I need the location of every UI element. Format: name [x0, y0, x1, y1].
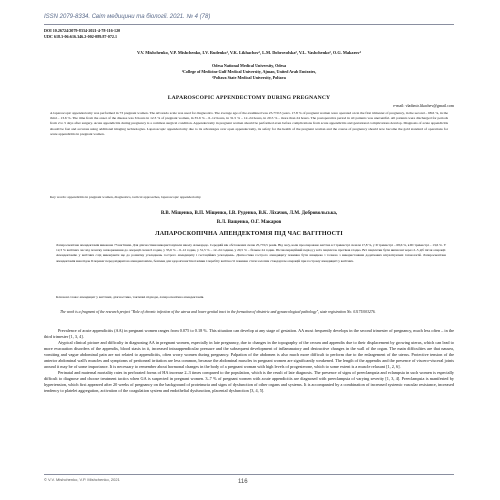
- authors-ukrainian-line-2: В.Л. Ващенко, О.Г. Макаров: [216, 220, 282, 225]
- keywords-ukrainian: Ключові слова: апендицит у вагітних, діагностика, тактичні підходи, лапароскопічна апендектомія.: [56, 295, 205, 299]
- body-paragraph: Atypical clinical picture and difficulty in diagnosing AA in pregnant women, especially in late pregnancy, due to changes in the topography of the cecum and appendix due to their displacement by growing uterus, which can lead to more evacuation disorders of the appendix, blood stasis in it, increased intraappendicular pressure and the subsequent development of inflammatory and destructive changes in the wall of the organ. The main difficulties are that nausea, vomiting and vague abdominal pain are not related to appendicitis, often worry women during pregnancy. Palpation of the abdomen is also much more difficult to perform due to the enlargement of the uterus. Protective tension of the anterior abdominal wall's muscles and symptoms of peritoneal irritation are less common, because the abdominal muscles in pregnant women are significantly weakened. The length of the appendix and the presence of viscero-visceral joints around it may be of some importance. It is necessary to remember about hormonal changes in the body of a pregnant woman with high levels of progesterone, which to some extent is a muscle relaxant [1, 2, 6].: [44, 339, 454, 369]
- affiliation-2: ¹College of Medicine Gulf Medical University, Ajman, United Arab Emirates,: [181, 69, 317, 74]
- body-paragraph: Prevalence of acute appendicitis (AA) in pregnant women ranges from 0.075 to 0.18 %. This situation can develop at any stage of gestation. AA most frequently develops in the second trimester of pregnancy, much less often – in the third trimester [1, 3, 4].: [44, 328, 454, 339]
- copyright-notice: © V.V. Mishchenko, V.P. Mishchenko, 2021: [44, 477, 120, 482]
- footer-rule: [44, 474, 454, 475]
- affiliation-1: Odesa National Medical University, Odesa: [211, 63, 287, 68]
- authors-ukrainian-line-1: В.В. Міщенко, В.П. Міщенко, І.В. Руденко, В.К. Ліхачов, Л.М. Добровольська,: [160, 211, 338, 216]
- article-identifiers: [44, 28, 120, 40]
- affiliation-3: ²Poltava State Medical University, Poltava: [212, 75, 286, 80]
- contact-email: e-mail: vladimir.likachev@gmail.com: [393, 103, 454, 108]
- authors-english: V.V. Mishchenko, V.P. Mishchenko, I.V. Rudenko¹, V.K. Likhachov², L.M. Dobrovolska², V.L. Vashchenko², O.G. Makarov²: [136, 50, 361, 55]
- authors-ukrainian: [44, 209, 454, 227]
- abstract-english: A laparoscopic appendectomy was performed in 73 pregnant women. The Alvarado scale was used for diagnostics. The average age of the examined was 25.7±0.5 years. 17.8 % of pregnant women were operated on in the first trimester of pregnancy, in the second – 68.6 %, in the third – 13.6 %. The time from the onset of the disease was 6 hours in 12.3 % of pregnant women, in 35.6 % – 6–12 hours, in 31.5 % – 12–24 hours, in 20.5 % – more than 24 hours. The postoperative period in all patients was uneventful. All patients were discharged for periods from 2 to 5 days after surgery. Acute appendicitis during pregnancy is a common surgical condition. Appendectomy in pregnant women should be performed even before complications from acute appendicitis and gestational complications develop. Diagnosis of acute appendicitis should be fast and accurate using additional imaging technologies. Laparoscopic appendectomy due to its advantages over open appendectomy, its safety for the health of the pregnant woman and the course of pregnancy should now become the gold standard of operations for acute appendicitis in pregnant women.: [50, 111, 448, 136]
- keywords-english: Key words: appendicitis in pregnant women, diagnostics, tactical approaches, laparoscopic appendectomy.: [50, 195, 202, 199]
- funding-note: The work is a fragment of the research project "Role of chronic infection of the uterus and lower genital tract in the formation of obstetric and gynaecological pathology", state registration No. 0117U003276.: [60, 310, 376, 314]
- journal-header: ISSN 2079-8334. Світ медицини та біології. 2021. № 4 (78): [44, 14, 211, 20]
- affiliations: [44, 63, 454, 81]
- udc-line: UDC 618.3-06:616.346.2-002-089.87-072.1: [44, 34, 117, 39]
- article-body: [44, 328, 454, 393]
- page-number: 116: [238, 479, 248, 485]
- header-rule: [44, 24, 454, 25]
- article-title-ukrainian: ЛАПАРОСКОПІЧНА АПЕНДЕКТОМІЯ ПІД ЧАС ВАГІТНОСТІ: [155, 231, 343, 237]
- doi-line: DOI 10.26724/2079-8334-2021-4-78-116-120: [44, 28, 121, 33]
- article-title-english: LAPAROSCOPIC APPENDECTOMY DURING PREGNANCY: [167, 95, 331, 101]
- body-paragraph: Perinatal and maternal mortality rates in perforated forms of HA increase 2–3 times compared to the population, which is the result of late diagnosis. The presence of signs of preeclampsia and eclampsia in such women is especially difficult to diagnose and choose treatment tactics when GA is suspected in pregnant women. 3–7 % of pregnant women with acute appendicitis are diagnosed with preeclampsia of varying severity [1, 3, 4]. Preeclampsia is manifested by hypertension, which first appeared after 20 weeks of pregnancy on the background of proteinuria and signs of dysfunction of other organs and systems. It is accompanied by a combination of increased systemic vascular resistance, increased tendency to platelet aggregation, activation of the coagulation system and endothelial dysfunction, placental dysfunction [3, 4, 5].: [44, 369, 454, 393]
- abstract-ukrainian: Лапароскопічна апендектомія виконана 73 вагітним. Для діагностики використовували шкалу Альварадо. Середній вік обстежених склав 25,7±0,5 років. Від часу, коли прооперовано вагітна в I триместрі склали 17,8 %, у II триместрі – 68,6 %, в III триместрі – 13,6 %. У 12,3 % вагітних час від початку захворювання до операції склав 6 годин, у 35,6 % – 6–12 годин, у 31,5 % – 12–24 години, у 20,5 % – більше 24 годин. Післяопераційний період у всіх пацієнток протікав гладко. Всі пацієнтки були виписані через 2–5 діб після операції. Апендектомію у вагітних слід виконувати ще до розвитку ускладнень гострого апендициту і гестаційних ускладнень. Діагностика гострого апендициту повинна бути швидкою і точною з використанням додаткових візуалізуючих технологій. Лапароскопічна апендектомія внаслідок її переваг перед відкритою апендектомією, безпеки для здоров'я вагітної жінки і перебігу вагітності повинна стати золотим стандартом операцій при гострому апендициті у вагітних.: [56, 243, 446, 263]
